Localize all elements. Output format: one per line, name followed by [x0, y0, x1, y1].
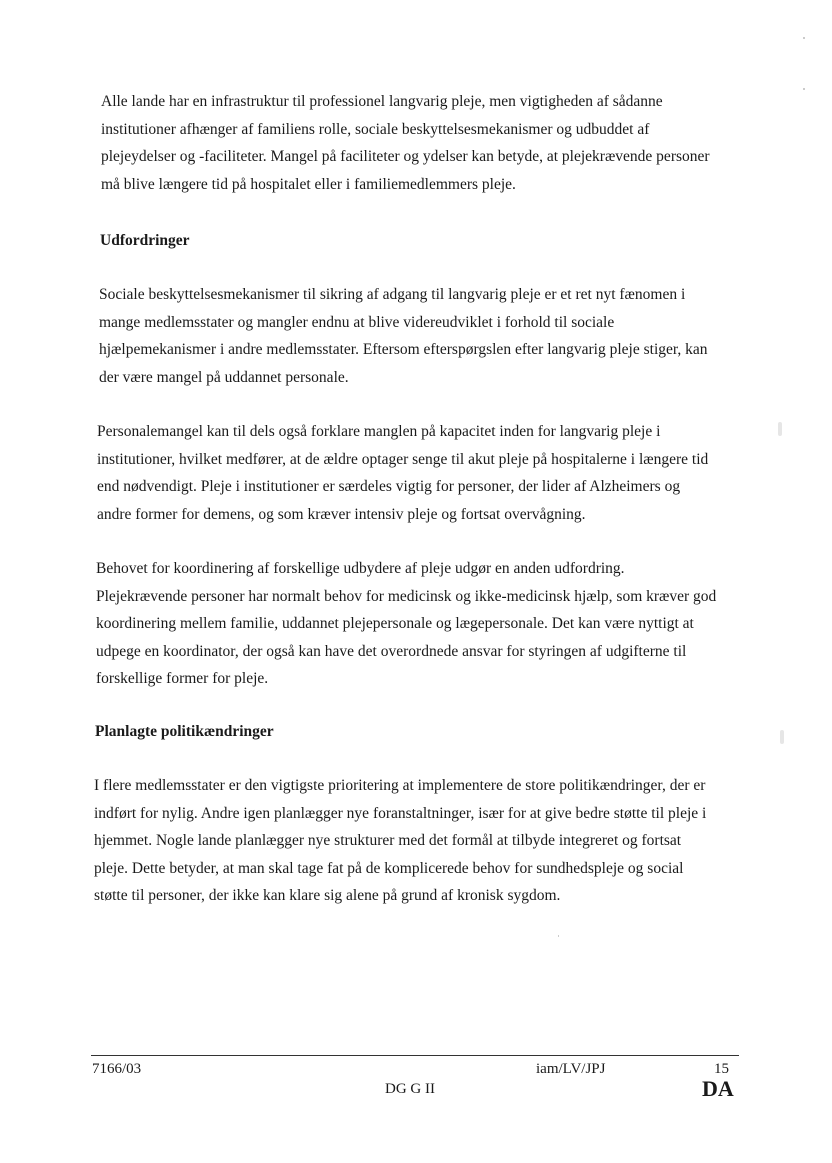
paragraph-policy-priorities [94, 772, 744, 910]
scan-speck [778, 422, 782, 436]
footer-language-code: DA [702, 1076, 734, 1101]
text-line: end nødvendigt. Pleje i institutioner er særdeles vigtig for personer, der lider af Alzheimers og [97, 478, 681, 495]
paragraph-staff-shortage [97, 418, 747, 528]
footer-directorate: DG G II [385, 1081, 435, 1097]
scan-speck [803, 88, 805, 90]
text-line: Plejekrævende personer har normalt behov for medicinsk og ikke-medicinsk hjælp, som kræver god [96, 587, 717, 605]
heading-planned-policy-changes: Planlagte politikændringer [95, 723, 274, 740]
text-line: andre former for demens, og som kræver intensiv pleje og fortsat overvågning. [97, 505, 586, 523]
paragraph-social-protection [99, 281, 749, 391]
text-line: støtte til personer, der ikke kan klare sig alene på grund af kronisk sygdom. [94, 887, 561, 904]
text-line: der være mangel på uddannet personale. [99, 368, 349, 386]
footer-page-number: 15 [714, 1061, 729, 1077]
scan-speck [803, 37, 805, 39]
scan-speck [558, 935, 559, 937]
text-line: mange medlemsstater og mangler endnu at blive videreudviklet i forhold til sociale [99, 313, 615, 331]
scan-speck [780, 730, 784, 744]
text-line: institutioner afhænger af familiens rolle, sociale beskyttelsesmekanismer og udbuddet af [101, 120, 650, 138]
text-line: Sociale beskyttelsesmekanismer til sikring af adgang til langvarig pleje er et ret nyt fænomen i [99, 286, 686, 303]
footer-doc-number: 7166/03 [92, 1061, 142, 1077]
text-line: hjælpemekanismer i andre medlemsstater. Eftersom efterspørgslen efter langvarig pleje stiger, kan [99, 341, 708, 358]
text-line: forskellige former for pleje. [96, 670, 269, 687]
text-line: pleje. Dette betyder, at man skal tage fat på de komplicerede behov for sundhedspleje og social [94, 859, 684, 877]
paragraph-coordination [96, 555, 746, 693]
heading-challenges: Udfordringer [100, 232, 190, 249]
text-line: indført for nylig. Andre igen planlægger nye foranstaltninger, især for at give bedre støtte til pleje i [94, 804, 707, 822]
footer-divider [91, 1055, 739, 1056]
text-line: må blive længere tid på hospitalet eller i familiemedlemmers pleje. [101, 175, 516, 193]
text-line: I flere medlemsstater er den vigtigste prioritering at implementere de store politikændringer, der er [94, 777, 706, 794]
text-line: koordinering mellem familie, uddannet plejepersonale og lægepersonale. Det kan være nyttigt at [96, 615, 694, 632]
text-line: Alle lande har en infrastruktur til professionel langvarig pleje, men vigtigheden af sådanne [101, 93, 663, 110]
text-line: Behovet for koordinering af forskellige udbydere af pleje udgør en anden udfordring. [96, 560, 625, 577]
text-line: hjemmet. Nogle lande planlægger nye strukturer med det formål at tilbyde integreret og fortsat [94, 832, 682, 849]
footer-initials: iam/LV/JPJ [536, 1061, 606, 1077]
paragraph-intro [101, 88, 751, 198]
text-line: plejeydelser og -faciliteter. Mangel på faciliteter og ydelser kan betyde, at plejekrævende personer [101, 148, 710, 165]
text-line: institutioner, hvilket medfører, at de ældre optager senge til akut pleje på hospitalerne i længere tid [97, 450, 709, 468]
text-line: Personalemangel kan til dels også forklare manglen på kapacitet inden for langvarig pleje i [97, 423, 661, 440]
text-line: udpege en koordinator, der også kan have det overordnede ansvar for styringen af udgifterne til [96, 642, 687, 660]
